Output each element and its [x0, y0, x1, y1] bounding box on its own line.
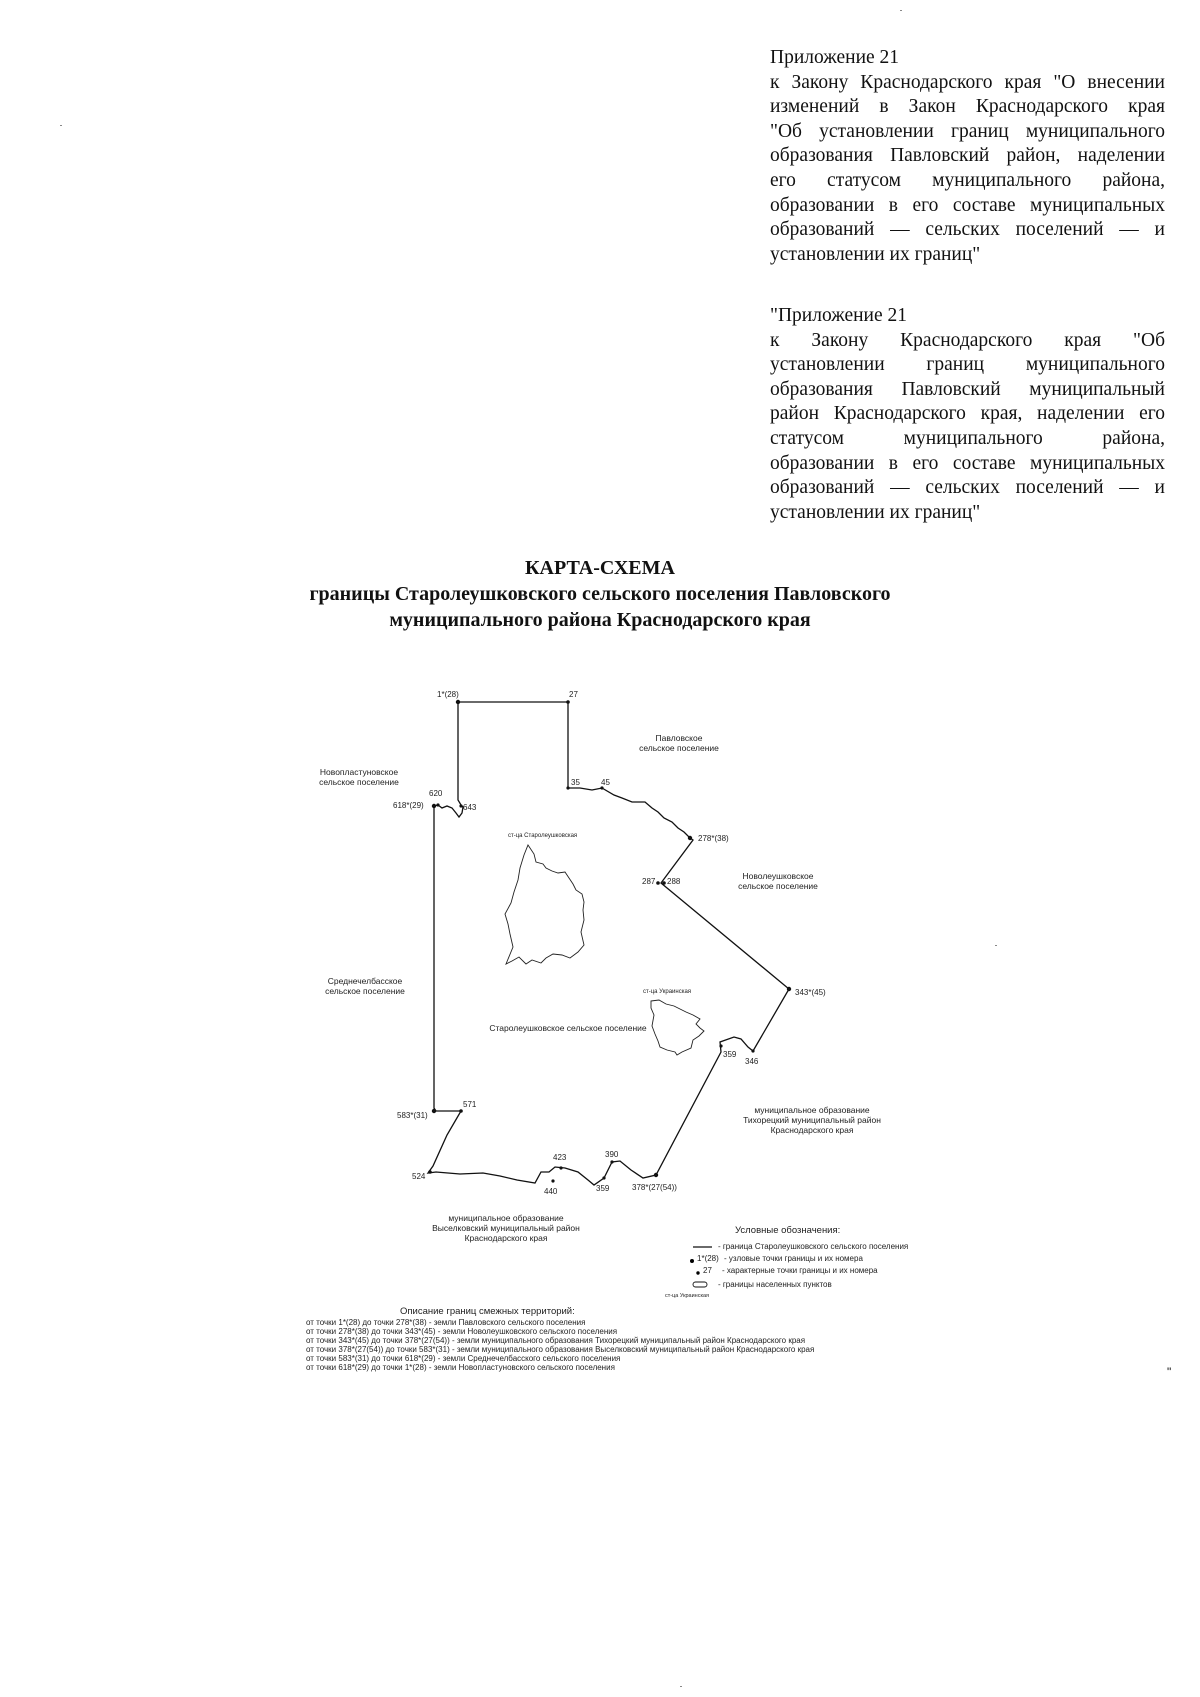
title-heading: КАРТА-СХЕМА [525, 557, 675, 579]
appendix-1-line: к Закону Краснодарского края "О внесении [770, 71, 1165, 93]
scan-speck [900, 10, 902, 11]
point-label: 359 [596, 1184, 610, 1193]
legend-settlement-sample: ст-ца Украинская [665, 1293, 710, 1299]
closing-quote: " [1167, 1365, 1172, 1379]
point-label: 288 [667, 877, 681, 886]
point-label: 423 [553, 1153, 567, 1162]
description-line: от точки 583*(31) до точки 618*(29) - земли Среднечелбасского сельского поселения [306, 1354, 621, 1363]
appendix-1-line: образований — сельских поселений — и [770, 219, 1165, 241]
point-label: 440 [544, 1187, 558, 1196]
legend-char-sample: 27 [703, 1266, 712, 1275]
point-marker-583 [432, 1109, 436, 1113]
point-marker-359a [719, 1044, 722, 1047]
area-label-vyselkovsky: Краснодарского края [464, 1233, 548, 1243]
point-marker-346 [751, 1049, 754, 1052]
appendix-2-line: статусом муниципального района, [770, 427, 1165, 449]
point-label: 27 [569, 690, 578, 699]
point-marker-35 [566, 786, 569, 789]
legend [665, 1225, 908, 1299]
point-label: 583*(31) [397, 1111, 428, 1120]
point-marker-288 [662, 881, 666, 885]
description-title: Описание границ смежных территорий: [400, 1306, 575, 1317]
title-line-3: муниципального района Краснодарского края [389, 609, 811, 631]
settlement-starolevushkovskaya-outline [505, 845, 584, 964]
area-label-pavlovskoe: Павловское [655, 733, 703, 743]
area-label-novoleushkovskoe: Новолеушковское [742, 871, 814, 881]
appendix-2-line: установлении их границ" [770, 501, 981, 523]
legend-char-point-icon [696, 1271, 699, 1274]
point-label: 35 [571, 778, 580, 787]
area-label-srednechelbasskoe: сельское поселение [325, 986, 405, 996]
description-line: от точки 618*(29) до точки 1*(28) - земли Новопластуновского сельского поселения [306, 1363, 615, 1372]
appendix-1-line: "Об установлении границ муниципального [770, 120, 1165, 142]
appendix-1-line: образовании в его составе муниципальных [770, 194, 1165, 216]
point-label: 524 [412, 1172, 426, 1181]
settlement-boundary [428, 702, 789, 1185]
appendix-1-line: его статусом муниципального района, [770, 169, 1165, 191]
area-label-pavlovskoe: сельское поселение [639, 743, 719, 753]
legend-settlement-icon [693, 1282, 707, 1287]
area-label-tikhoretsky: Краснодарского края [770, 1125, 854, 1135]
appendix-2-line: установлении границ муниципального [770, 354, 1165, 376]
legend-title: Условные обозначения: [735, 1225, 841, 1236]
appendix-2-line: район Краснодарского края, наделении его [770, 403, 1165, 425]
point-marker-27 [566, 700, 570, 704]
point-marker-278 [688, 836, 692, 840]
settlement-ukrainskaya-outline [651, 1000, 704, 1055]
point-label: 620 [429, 789, 443, 798]
legend-nodal-sample: 1*(28) [697, 1254, 719, 1263]
point-marker-390 [610, 1160, 613, 1163]
point-label: 359 [723, 1050, 737, 1059]
legend-char-label: - характерные точки границы и их номера [722, 1266, 878, 1275]
point-marker-343 [787, 987, 791, 991]
point-label: 390 [605, 1150, 619, 1159]
appendix-1-line: образования Павловский район, наделении [770, 145, 1165, 167]
scan-speck [995, 945, 997, 946]
point-label: 378*(27(54)) [632, 1183, 677, 1192]
point-marker-440 [551, 1179, 554, 1182]
area-label-tikhoretsky: Тихорецкий муниципальный район [743, 1115, 881, 1125]
appendix-1-line: изменений в Закон Краснодарского края [770, 96, 1165, 118]
point-marker-618 [432, 804, 436, 808]
point-label: 571 [463, 1100, 477, 1109]
point-marker-378 [654, 1173, 658, 1177]
adjacent-territories-description [306, 1306, 814, 1372]
legend-nodal-point-icon [690, 1259, 694, 1263]
area-label-srednechelbasskoe: Среднечелбасское [327, 976, 403, 986]
point-label: 346 [745, 1057, 759, 1066]
appendix-1-line: установлении их границ" [770, 243, 981, 265]
description-line: от точки 343*(45) до точки 378*(27(54)) - земли муниципального образования Тихорецкий муниципальный район Краснодарского края [306, 1336, 806, 1345]
point-marker-524 [428, 1170, 432, 1174]
point-label: 1*(28) [437, 690, 459, 699]
title-line-2: границы Старолеушковского сельского поселения Павловского [309, 583, 891, 605]
scan-speck [60, 125, 62, 126]
point-label: 287 [642, 877, 656, 886]
description-line: от точки 378*(27(54)) до точки 583*(31) - земли муниципального образования Выселковский муниципальный район Краснодарского края [306, 1345, 815, 1354]
area-label-novoleushkovskoe: сельское поселение [738, 881, 818, 891]
appendix-2-line: "Приложение 21 [770, 305, 907, 326]
scan-speck [680, 1686, 682, 1687]
area-label-vyselkovsky: муниципальное образование [448, 1213, 564, 1223]
area-label-tikhoretsky: муниципальное образование [754, 1105, 870, 1115]
legend-border-label: - граница Старолеушковского сельского поселения [718, 1242, 909, 1251]
point-label: 618*(29) [393, 801, 424, 810]
boundary-points [428, 700, 791, 1183]
point-marker-423 [559, 1166, 562, 1169]
area-label-novoplastunovskoe: сельское поселение [319, 777, 399, 787]
appendix-2-line: образовании в его составе муниципальных [770, 452, 1165, 474]
point-label: 343*(45) [795, 988, 826, 997]
point-marker-287 [656, 881, 660, 885]
point-marker-1 [456, 700, 460, 704]
legend-settlement-label: - границы населенных пунктов [718, 1280, 832, 1289]
point-label: 278*(38) [698, 834, 729, 843]
point-label: 643 [463, 803, 477, 812]
area-label-novoplastunovskoe: Новопластуновское [319, 767, 399, 777]
area-label-starolevushkovskoe: Старолеушковское сельское поселение [489, 1023, 647, 1033]
point-marker-571 [459, 1109, 463, 1113]
appendix-2-line: образований — сельских поселений — и [770, 477, 1165, 499]
area-label-vyselkovsky: Выселковский муниципальный район [432, 1223, 580, 1233]
legend-nodal-label: - узловые точки границы и их номера [724, 1254, 863, 1263]
description-line: от точки 1*(28) до точки 278*(38) - земли Павловского сельского поселения [306, 1318, 586, 1327]
settlement-label-ukrainskaya: ст-ца Украинская [643, 989, 692, 995]
description-line: от точки 278*(38) до точки 343*(45) - земли Новолеушковского сельского поселения [306, 1327, 618, 1336]
point-marker-359b [602, 1176, 605, 1179]
point-label: 45 [601, 778, 610, 787]
point-marker-620 [436, 803, 439, 806]
appendix-2-line: образования Павловский муниципальный [770, 378, 1165, 400]
settlement-label-starolevushkovskaya: ст-ца Старолеушковская [508, 833, 578, 839]
appendix-1-line: Приложение 21 [770, 47, 900, 68]
appendix-2-line: к Закону Краснодарского края "Об [770, 329, 1165, 351]
